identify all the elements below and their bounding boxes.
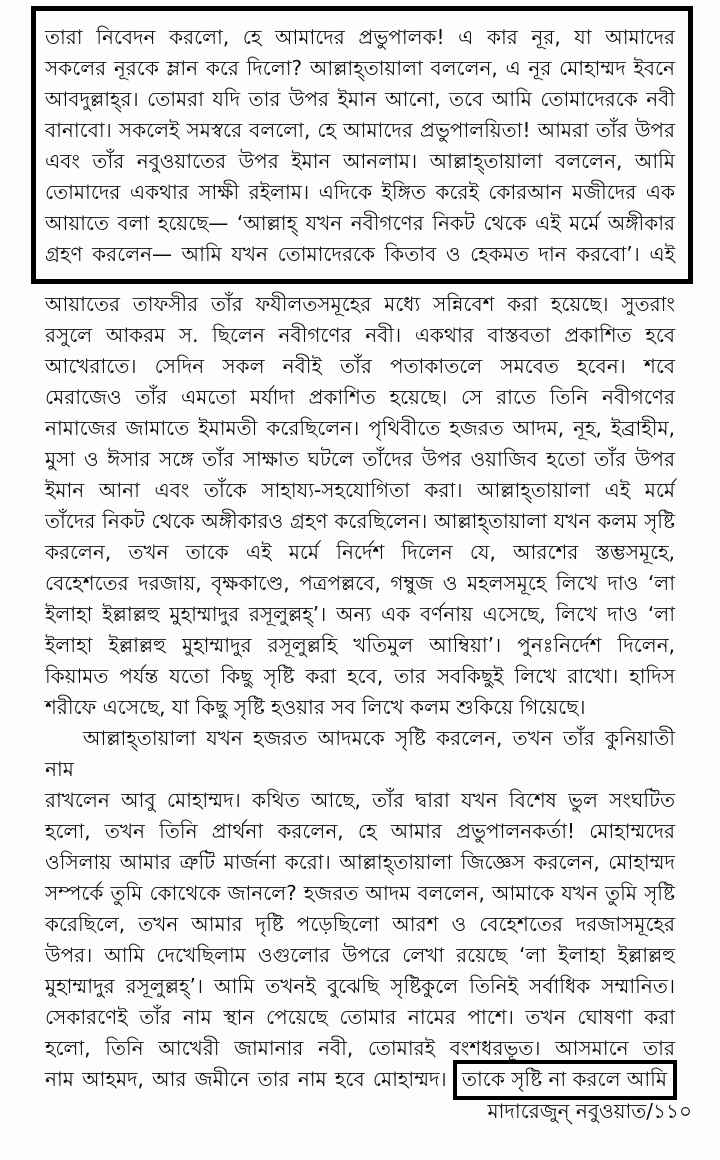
page-footer-reference: মাদারেজুন্‌ নবুওয়াত/১১০ bbox=[487, 1099, 692, 1123]
text-line: আখেরাতে। সেদিন সকল নবীই তাঁর পতাকাতলে সমবেত হবেন। শবে bbox=[45, 354, 675, 378]
text-line: সেকারণেই তাঁর নাম স্থান পেয়েছে তোমার নামের পাশে। তখন ঘোষণা করা bbox=[45, 1005, 675, 1029]
text-line: নামাজের জামাতে ইমামতী করেছিলেন। পৃথিবীতে হজরত আদম, নূহ, ইব্রাহীম, bbox=[45, 416, 675, 440]
text-line: তোমাদের একথার সাক্ষী রইলাম। এদিকে ইঙ্গিত করেই কোরআন মজীদের এক bbox=[45, 180, 675, 204]
text-line: আয়াতে বলা হয়েছে— ‘আল্লাহ্‌ যখন নবীগণের নিকট থেকে এই মর্মে অঙ্গীকার bbox=[45, 211, 675, 235]
final-line-text: নাম আহমদ, আর জমীনে তার নাম হবে মোহাম্মদ। bbox=[45, 1067, 447, 1091]
text-line: সকলের নূরকে ম্লান করে দিলো? আল্লাহ্‌তায়ালা বললেন, এ নূর মোহাম্মদ ইবনে bbox=[45, 56, 675, 80]
text-line: করেছিলে, তখন আমার দৃষ্টি পড়েছিলো আরশ ও বেহেশতের দরজাসমূহের bbox=[45, 912, 675, 936]
text-line: তারা নিবেদন করলো, হে আমাদের প্রভুপালক! এ কার নূর, যা আমাদের bbox=[45, 25, 675, 49]
text-line: মুসা ও ঈসার সঙ্গে তাঁর সাক্ষাত ঘটলে তাঁদের উপর ওয়াজিব হতো তাঁর উপর bbox=[45, 447, 675, 471]
text-line: আবদুল্লাহ্‌র। তোমরা যদি তার উপর ইমান আনো, তবে আমি তোমাদেরকে নবী bbox=[45, 87, 675, 111]
text-line: মুহাম্মাদুর রসূলুল্লহ্‌’। আমি তখনই বুঝেছি সৃষ্টিকুলে তিনিই সর্বাধিক সম্মানিত। bbox=[45, 974, 675, 998]
text-line: ইলাহা ইল্লাল্লহু মুহাম্মাদুর রসূলুল্লহি খতিমুল আম্বিয়া’। পুনঃনির্দেশ দিলেন, bbox=[45, 633, 675, 657]
text-line: আয়াতের তাফসীর তাঁর ফযীলতসমূহের মধ্যে সন্নিবেশ করা হয়েছে। সুতরাং bbox=[45, 292, 675, 316]
text-line: ওসিলায় আমার ত্রুটি মার্জনা করো। আল্লাহ্‌তায়ালা জিজ্ঞেস করলেন, মোহাম্মদ bbox=[45, 850, 675, 874]
body-text-column bbox=[45, 20, 675, 1096]
text-line: গ্রহণ করলেন— আমি যখন তোমাদেরকে কিতাব ও হেকমত দান করবো’। এই bbox=[45, 242, 675, 266]
text-line: আল্লাহ্‌তায়ালা যখন হজরত আদমকে সৃষ্টি করলেন, তখন তাঁর কুনিয়াতী নাম bbox=[45, 726, 675, 781]
text-line: সম্পর্কে তুমি কোথেকে জানলে? হজরত আদম বললেন, আমাকে যখন তুমি সৃষ্টি bbox=[45, 881, 675, 905]
text-line: কিয়ামত পর্যন্ত যতো কিছু সৃষ্টি করা হবে, তার সবকিছুই লিখে রাখো। হাদিস bbox=[45, 664, 675, 688]
text-line: ইমান আনা এবং তাঁকে সাহায্য-সহযোগিতা করা। আল্লাহ্‌তায়ালা এই মর্মে bbox=[45, 478, 675, 502]
text-line: হলো, তিনি আখেরী জামানার নবী, তোমারই বংশধরভূত। আসমানে তার bbox=[45, 1036, 675, 1060]
text-line: শরীফে এসেছে, যা কিছু সৃষ্টি হওয়ার সব লিখে কলম শুকিয়ে গিয়েছে। bbox=[45, 695, 586, 719]
text-line: রাখলেন আবু মোহাম্মদ। কথিত আছে, তাঁর দ্বারা যখন বিশেষ ভুল সংঘটিত bbox=[45, 788, 675, 812]
text-line: ইলাহা ইল্লাল্লহু মুহাম্মাদুর রসূলুল্লহ্‌’। অন্য এক বর্ণনায় এসেছে, লিখে দাও ‘লা bbox=[45, 602, 675, 626]
text-line: হলো, তখন তিনি প্রার্থনা করলেন, হে আমার প্রভুপালনকর্তা! মোহাম্মদের bbox=[45, 819, 675, 843]
text-line-final bbox=[45, 1064, 675, 1096]
highlight-box-phrase: তাকে সৃষ্টি না করলে আমি bbox=[453, 1060, 677, 1100]
text-line: এবং তাঁর নবুওয়াতের উপর ইমান আনলাম। আল্লাহ্‌তায়ালা বললেন, আমি bbox=[45, 149, 675, 173]
text-line: করলেন, তখন তাকে এই মর্মে নির্দেশ দিলেন যে, আরশের স্তম্ভসমূহে, bbox=[45, 540, 675, 564]
text-line: উপর। আমি দেখেছিলাম ওগুলোর উপরে লেখা রয়েছে ‘লা ইলাহা ইল্লাল্লহু bbox=[45, 943, 675, 967]
text-line: রসুলে আকরম স. ছিলেন নবীগণের নবী। একথার বাস্তবতা প্রকাশিত হবে bbox=[45, 323, 675, 347]
text-line: বেহেশতের দরজায়, বৃক্ষকাণ্ডে, পত্রপল্লবে, গম্বুজ ও মহলসমূহে লিখে দাও ‘লা bbox=[45, 571, 675, 595]
highlight-box-top-paragraph bbox=[31, 6, 693, 284]
text-line: মেরাজেও তাঁর এমতো মর্যাদা প্রকাশিত হয়েছে। সে রাতে তিনি নবীগণের bbox=[45, 385, 675, 409]
text-line: তাঁদের নিকট থেকে অঙ্গীকারও গ্রহণ করেছিলেন। আল্লাহ্‌তায়ালা যখন কলম সৃষ্টি bbox=[45, 509, 675, 533]
text-line: বানাবো। সকলেই সমস্বরে বললো, হে আমাদের প্রভুপালয়িতা! আমরা তাঁর উপর bbox=[45, 118, 675, 142]
